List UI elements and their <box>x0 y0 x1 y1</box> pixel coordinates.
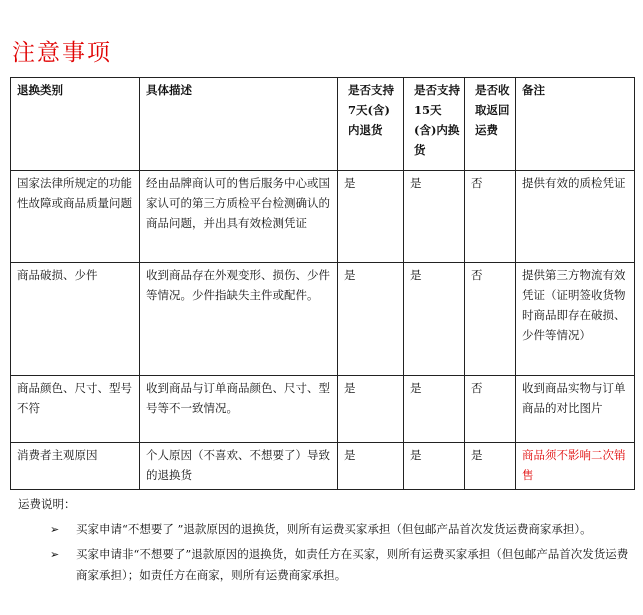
cell-type: 国家法律所规定的功能性故障或商品质量问题 <box>11 171 140 263</box>
list-item <box>14 544 636 586</box>
cell-description: 收到商品与订单商品颜色、尺寸、型号等不一致情况。 <box>140 376 338 443</box>
cell-note: 提供第三方物流有效凭证（证明签收货物时商品即存在破损、少件等情况） <box>516 263 635 376</box>
cell-type: 消费者主观原因 <box>11 443 140 490</box>
cell-return-shipping: 是 <box>465 443 516 490</box>
table-row <box>11 263 635 376</box>
table-header-row <box>11 78 635 171</box>
cell-return-shipping: 否 <box>465 171 516 263</box>
shipping-item-text: 买家申请“不想要了 ”退款原因的退换货，则所有运费买家承担（但包邮产品首次发货运费商家承担）。 <box>76 522 592 536</box>
cell-description: 收到商品存在外观变形、损伤、少件等情况。少件指缺失主件或配件。 <box>140 263 338 376</box>
arrow-bullet-icon: ➢ <box>50 548 60 561</box>
cell-description: 个人原因（不喜欢、不想要了）导致的退换货 <box>140 443 338 490</box>
cell-return-7: 是 <box>338 171 404 263</box>
header-exchange-15-days: 是否支持15天(含)内换货 <box>404 78 465 171</box>
table-row <box>11 443 635 490</box>
list-item <box>14 519 636 540</box>
cell-return-shipping: 否 <box>465 263 516 376</box>
table-row <box>11 171 635 263</box>
cell-type: 商品颜色、尺寸、型号不符 <box>11 376 140 443</box>
header-return-shipping: 是否收取返回运费 <box>465 78 516 171</box>
cell-exchange-15: 是 <box>404 376 465 443</box>
cell-note-highlight: 商品须不影响二次销售 <box>516 443 635 490</box>
header-return-7-days: 是否支持7天(含)内退货 <box>338 78 404 171</box>
shipping-notes <box>14 494 636 590</box>
header-note: 备注 <box>516 78 635 171</box>
shipping-item-text: 买家申请非“不想要了”退款原因的退换货，如责任方在买家，则所有运费买家承担（但包邮产品首次发货运费商家承担）；如责任方在商家，则所有运费商家承担。 <box>76 547 629 582</box>
table-row <box>11 376 635 443</box>
cell-return-7: 是 <box>338 263 404 376</box>
cell-exchange-15: 是 <box>404 263 465 376</box>
cell-type: 商品破损、少件 <box>11 263 140 376</box>
cell-exchange-15: 是 <box>404 443 465 490</box>
cell-note: 收到商品实物与订单商品的对比图片 <box>516 376 635 443</box>
cell-exchange-15: 是 <box>404 171 465 263</box>
return-policy-table <box>10 77 635 490</box>
cell-description: 经由品牌商认可的售后服务中心或国家认可的第三方质检平台检测确认的商品问题，并出具有效检测凭证 <box>140 171 338 263</box>
header-type: 退换类别 <box>11 78 140 171</box>
page-title: 注意事项 <box>12 40 112 66</box>
cell-note: 提供有效的质检凭证 <box>516 171 635 263</box>
cell-return-7: 是 <box>338 443 404 490</box>
header-description: 具体描述 <box>140 78 338 171</box>
shipping-title: 运费说明： <box>18 497 76 511</box>
arrow-bullet-icon: ➢ <box>50 523 60 536</box>
cell-return-shipping: 否 <box>465 376 516 443</box>
cell-return-7: 是 <box>338 376 404 443</box>
